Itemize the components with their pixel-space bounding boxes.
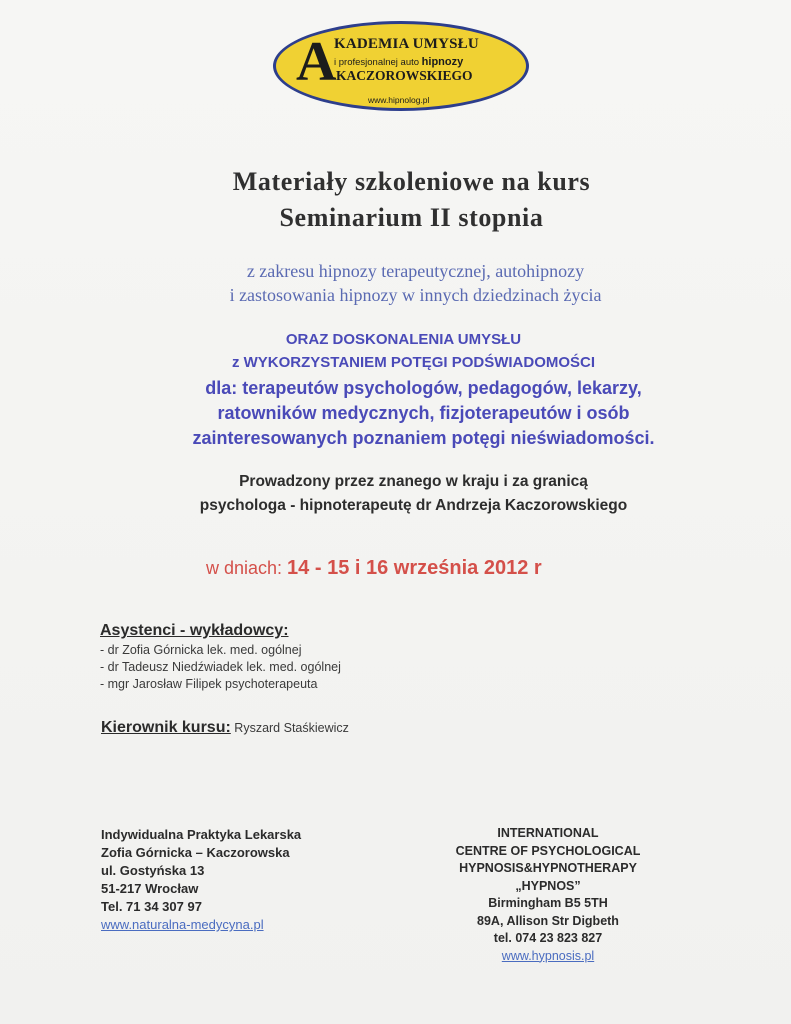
page-title-line2: Seminarium II stopnia	[279, 203, 544, 232]
logo-tagline	[334, 56, 463, 68]
logo-tagline-bold: hipnozy	[421, 56, 464, 68]
assistants-list	[100, 642, 341, 693]
logo-name: KADEMIA UMYSŁU	[334, 36, 479, 52]
left-contact-line: Tel. 71 34 307 97	[101, 899, 202, 914]
academy-logo	[273, 21, 529, 111]
logo-tagline-pre: i profesjonalnej auto	[334, 57, 422, 68]
dates-value: 14 - 15 i 16 września 2012 r	[287, 557, 542, 579]
director-colon: :	[225, 719, 231, 736]
right-contact-block	[418, 825, 678, 965]
list-item: - mgr Jarosław Filipek psychoterapeuta	[100, 677, 318, 691]
course-director	[101, 719, 349, 737]
list-item: - dr Tadeusz Niedźwiadek lek. med. ogólnej	[100, 660, 341, 674]
list-item: - dr Zofia Górnicka lek. med. ogólnej	[100, 643, 302, 657]
left-contact-link[interactable]: www.naturalna-medycyna.pl	[101, 917, 264, 932]
left-contact-line: Zofia Górnicka – Kaczorowska	[101, 845, 290, 860]
director-label: Kierownik kursu	[101, 719, 226, 736]
left-contact-block	[101, 826, 301, 934]
right-contact-line: CENTRE OF PSYCHOLOGICAL	[455, 843, 641, 858]
lead-line2: psychologa - hipnoterapeutę dr Andrzeja Kaczorowskiego	[199, 497, 628, 514]
right-contact-line: „HYPNOS”	[515, 878, 581, 893]
dates-prefix: w dniach:	[206, 558, 288, 578]
right-contact-line: INTERNATIONAL	[497, 826, 599, 840]
right-contact-line: HYPNOSIS&HYPNOTHERAPY	[459, 861, 637, 875]
right-contact-link[interactable]: www.hypnosis.pl	[501, 948, 595, 963]
blue-heading-line1: ORAZ DOSKONALENIA UMYSŁU	[285, 331, 522, 348]
course-dates	[206, 557, 542, 580]
director-name: Ryszard Staśkiewicz	[230, 721, 349, 735]
left-contact-line: ul. Gostyńska 13	[101, 863, 205, 878]
right-contact-line: tel. 074 23 823 827	[493, 931, 603, 945]
page-title-line1: Materiały szkoleniowe na kurs	[232, 167, 591, 196]
left-contact-line: 51-217 Wrocław	[101, 881, 199, 896]
logo-surname: KACZOROWSKIEGO	[336, 68, 473, 83]
lead-line1: Prowadzony przez znanego w kraju i za granicą	[239, 473, 588, 490]
left-contact-line: Indywidualna Praktyka Lekarska	[101, 827, 302, 842]
assistants-heading: Asystenci - wykładowcy:	[100, 622, 289, 639]
logo-url: www.hipnolog.pl	[368, 95, 430, 105]
subtitle-line2: i zastosowania hipnozy w innych dziedzinach życia	[229, 285, 602, 305]
right-contact-line: Birmingham B5 5TH	[488, 896, 608, 910]
audience-line3: zainteresowanych poznaniem potęgi nieświadomości.	[192, 428, 655, 448]
logo-letter: A	[296, 31, 337, 93]
audience-line1: dla: terapeutów psychologów, pedagogów, lekarzy,	[205, 378, 642, 398]
audience-line2: ratowników medycznych, fizjoterapeutów i osób	[217, 403, 630, 423]
blue-heading-line2: z WYKORZYSTANIEM POTĘGI PODŚWIADOMOŚCI	[231, 354, 596, 371]
right-contact-line: 89A, Allison Str Digbeth	[477, 913, 619, 928]
subtitle-line1: z zakresu hipnozy terapeutycznej, autohipnozy	[246, 261, 585, 281]
